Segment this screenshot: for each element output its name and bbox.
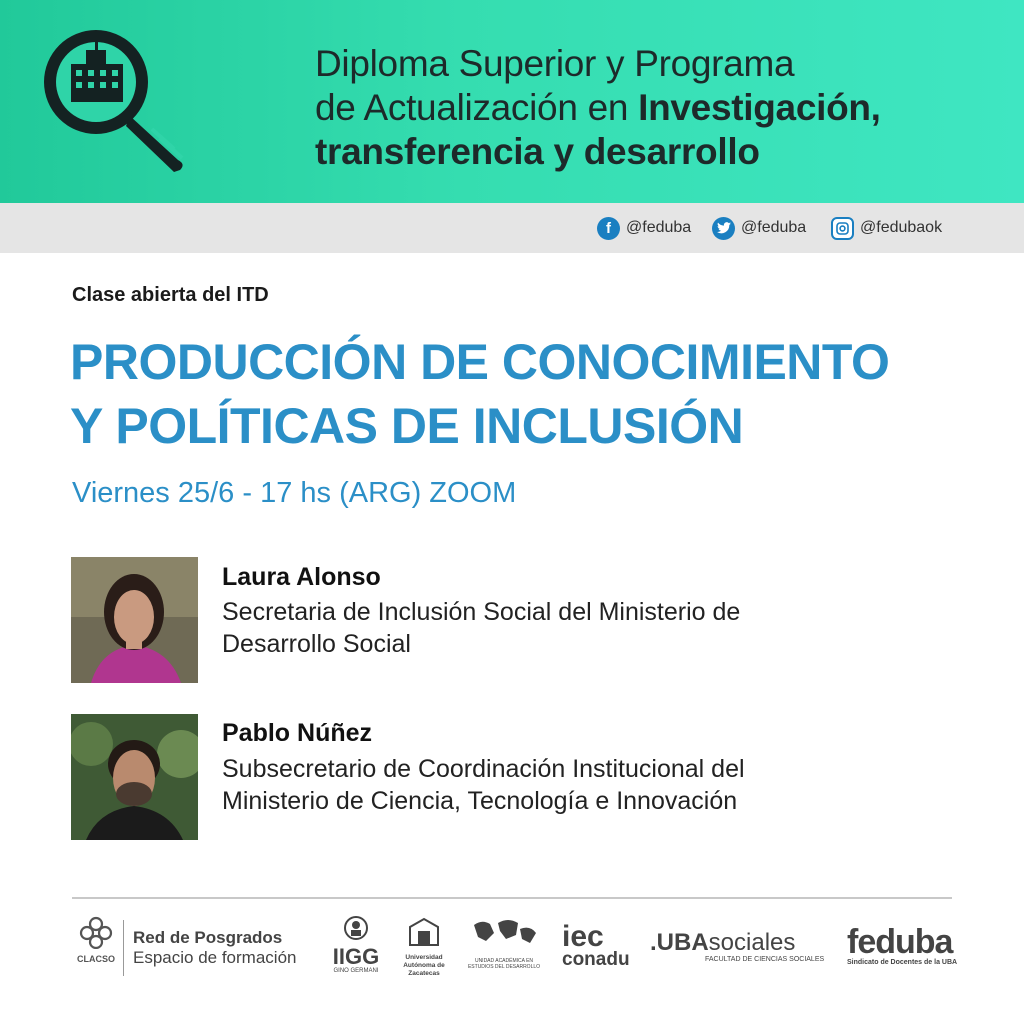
uaz-logo: Universidad Autónoma de Zacatecas	[398, 915, 450, 978]
social-twitter[interactable]: @feduba	[712, 215, 806, 241]
event-kicker: Clase abierta del ITD	[72, 284, 269, 306]
speaker-name: Laura Alonso	[222, 563, 381, 591]
clacso-logo: CLACSO	[75, 915, 117, 964]
social-facebook[interactable]: f @feduba	[597, 215, 691, 241]
speaker-photo-pablo-nunez	[71, 714, 198, 840]
speaker-role: Secretaria de Inclusión Social del Ministerio de Desarrollo Social	[222, 598, 741, 658]
magnifier-building-icon	[38, 22, 193, 172]
iec-conadu-logo: iec conadu	[562, 920, 630, 970]
uba-sociales-logo: .UBAsociales FACULTAD DE CIENCIAS SOCIALES	[650, 929, 825, 963]
facebook-icon: f	[597, 217, 620, 240]
feduba-logo: feduba Sindicato de Docentes de la UBA	[847, 923, 958, 966]
red-posgrados-logo: Red de Posgrados Espacio de formación	[133, 928, 297, 967]
header-banner	[0, 0, 1024, 203]
instagram-icon	[831, 217, 854, 240]
event-title: PRODUCCIÓN DE CONOCIMIENTO Y POLÍTICAS DE INCLUSIÓN	[70, 334, 890, 454]
clacso-divider	[123, 920, 124, 976]
unidad-desarrollo-logo: UNIDAD ACADÉMICA EN ESTUDIOS DEL DESARROLLO	[466, 915, 542, 970]
twitter-icon	[712, 217, 735, 240]
speaker-role: Subsecretario de Coordinación Institucional del Ministerio de Ciencia, Tecnología e Innovación	[222, 755, 745, 815]
speaker-name: Pablo Núñez	[222, 719, 373, 747]
iigg-logo: IIGG GINO GERMANI	[330, 915, 382, 974]
speaker-photo-laura-alonso	[71, 557, 198, 683]
social-instagram[interactable]: @fedubaok	[831, 215, 942, 241]
program-title: Diploma Superior y Programa de Actualización en Investigación, transferencia y desarrollo	[315, 43, 881, 172]
footer-divider	[72, 897, 952, 899]
event-date: Viernes 25/6 - 17 hs (ARG) ZOOM	[72, 477, 517, 509]
